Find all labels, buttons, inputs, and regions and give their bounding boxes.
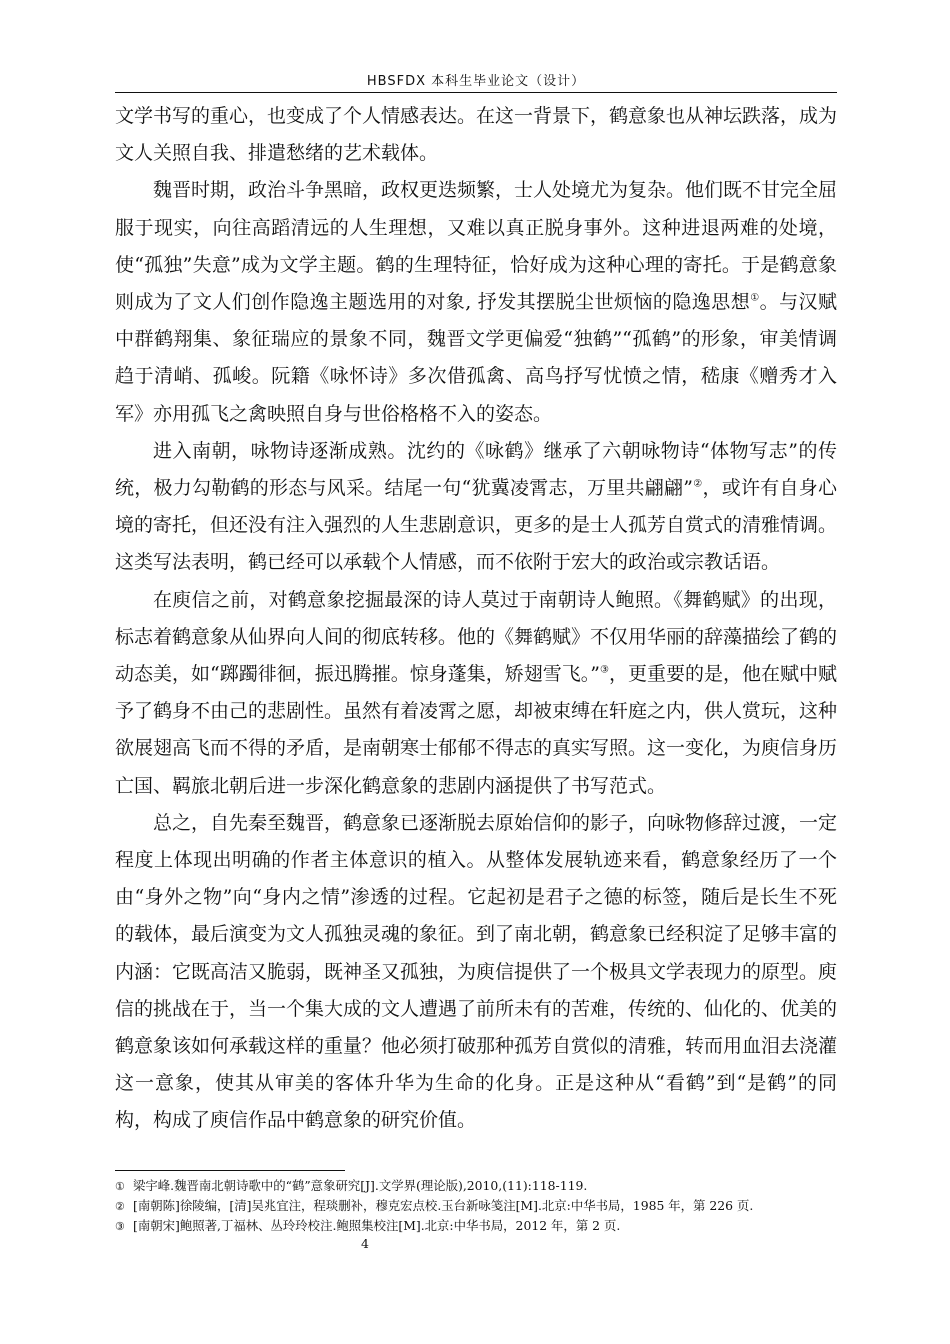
paragraph-text: 魏晋时期，政治斗争黑暗，政权更迭频繁，士人处境尤为复杂。他们既不甘完全屈服于现实，向往高蹈清远的人生理想，又难以真正脱身事外。这种进退两难的处境，使“孤独”失意”成为文学主题。鹤的生理特征，恰好成为这种心理的寄托。于是鹤意象则成为了文人们创作隐逸主题选用的对象, 抒发其摆脱尘世烦恼的隐逸思想 <box>115 179 838 314</box>
paragraph-southern-dynasties <box>115 433 837 582</box>
page-number: 4 <box>361 1236 369 1251</box>
footnote-mark: ① <box>115 1180 125 1193</box>
body-text <box>115 98 837 1140</box>
paragraph-text: 总之，自先秦至魏晋，鹤意象已逐渐脱去原始信仰的影子，向咏物修辞过渡，一定程度上体现出明确的作者主体意识的植入。从整体发展轨迹来看，鹤意象经历了一个由“身外之物”向“身内之情”渗透的过程。它起初是君子之德的标签，随后是长生不死的载体，最后演变为文人孤独灵魂的象征。到了南北朝，鹤意象已经积淀了足够丰富的内涵：它既高洁又脆弱，既神圣又孤独，为庾信提供了一个极具文学表现力的原型。庾信的挑战在于，当一个集大成的文人遭遇了前所未有的苦难，传统的、仙化的、优美的鹤意象该如何承载这样的重量？他必须打破那种孤芳自赏似的清雅，转而用血泪去浇灌这一意象，使其从审美的客体升华为生命的化身。正是这种从“看鹤”到“是鹤”的同构，构成了庾信作品中鹤意象的研究价值。 <box>115 811 838 1132</box>
paragraph-text: 在庾信之前，对鹤意象挖掘最深的诗人莫过于南朝诗人鲍照。《舞鹤赋》的出现，标志着鹤意象从仙界向人间的彻底转移。他的《舞鹤赋》不仅用华丽的辞藻描绘了鹤的动态美，如“踯躅徘徊，振迅腾摧。惊身蓬集，矫翅雪飞。” <box>115 588 838 686</box>
footnote-text: 梁宇峰.魏晋南北朝诗歌中的“鹤”意象研究[J].文学界(理论版),2010,(11):118-119. <box>133 1178 588 1193</box>
footnote-text: [南朝陈]徐陵编，[清]吴兆宜注，程琰删补，穆克宏点校.玉台新咏笺注[M].北京:中华书局，1985 年，第 226 页. <box>133 1197 754 1213</box>
paragraph-text: 进入南朝，咏物诗逐渐成熟。沈约的《咏鹤》继承了六朝咏物诗“体物写志”的传统，极力勾勒鹤的形态与风采。结尾一句“犹冀凌霄志，万里共翩翩” <box>115 439 837 500</box>
footnote-ref-3[interactable]: ③ <box>599 664 609 676</box>
paragraph-bao-zhao <box>115 582 837 805</box>
paragraph-summary <box>115 805 837 1140</box>
footnote-mark: ③ <box>115 1219 125 1233</box>
footnote-rule <box>115 1170 345 1171</box>
paragraph-text: 。与汉赋中群鹤翔集、象征瑞应的景象不同，魏晋文学更偏爱“独鹤”“孤鹤”的形象，审美情调趋于清峭、孤峻。阮籍《咏怀诗》多次借孤禽、高鸟抒写忧愤之情，嵇康《赠秀才入军》亦用孤飞之禽映照自身与世俗格格不入的姿态。 <box>115 291 837 425</box>
page-header: HBSFDX 本科生毕业论文（设计） <box>366 74 586 89</box>
paragraph-wei-jin <box>115 172 837 432</box>
paragraph-text: 文学书写的重心，也变成了个人情感表达。在这一背景下，鹤意象也从神坛跌落，成为文人关照自我、排遣愁绪的艺术载体。 <box>115 105 838 165</box>
paragraph-text: ，更重要的是，他在赋中赋予了鹤身不由己的悲剧性。虽然有着凌霄之愿，却被束缚在轩庭之内，供人赏玩，这种欲展翅高飞而不得的矛盾，是南朝寒士郁郁不得志的真实写照。这一变化，为庾信身历亡国、羁旅北朝后进一步深化鹤意象的悲剧内涵提供了书写范式。 <box>115 663 838 797</box>
footnote-ref-2[interactable]: ② <box>693 478 703 490</box>
footnote-ref-1[interactable]: ① <box>750 292 760 304</box>
paragraph-continuation <box>115 98 837 172</box>
paragraph-text: ，或许有自身心境的寄托，但还没有注入强烈的人生悲剧意识，更多的是士人孤芳自赏式的清雅情调。这类写法表明，鹤已经可以承载个人情感，而不依附于宏大的政治或宗教话语。 <box>115 477 838 574</box>
footnote-3 <box>115 1217 837 1237</box>
footnote-1 <box>115 1177 837 1197</box>
footnote-mark: ② <box>115 1199 125 1213</box>
footnote-text: [南朝宋]鲍照著,丁福林、丛玲玲校注.鲍照集校注[M].北京:中华书局，2012 年，第 2 页. <box>133 1217 621 1233</box>
footnote-2 <box>115 1197 837 1217</box>
footnotes <box>115 1177 837 1236</box>
header-rule <box>115 92 837 93</box>
